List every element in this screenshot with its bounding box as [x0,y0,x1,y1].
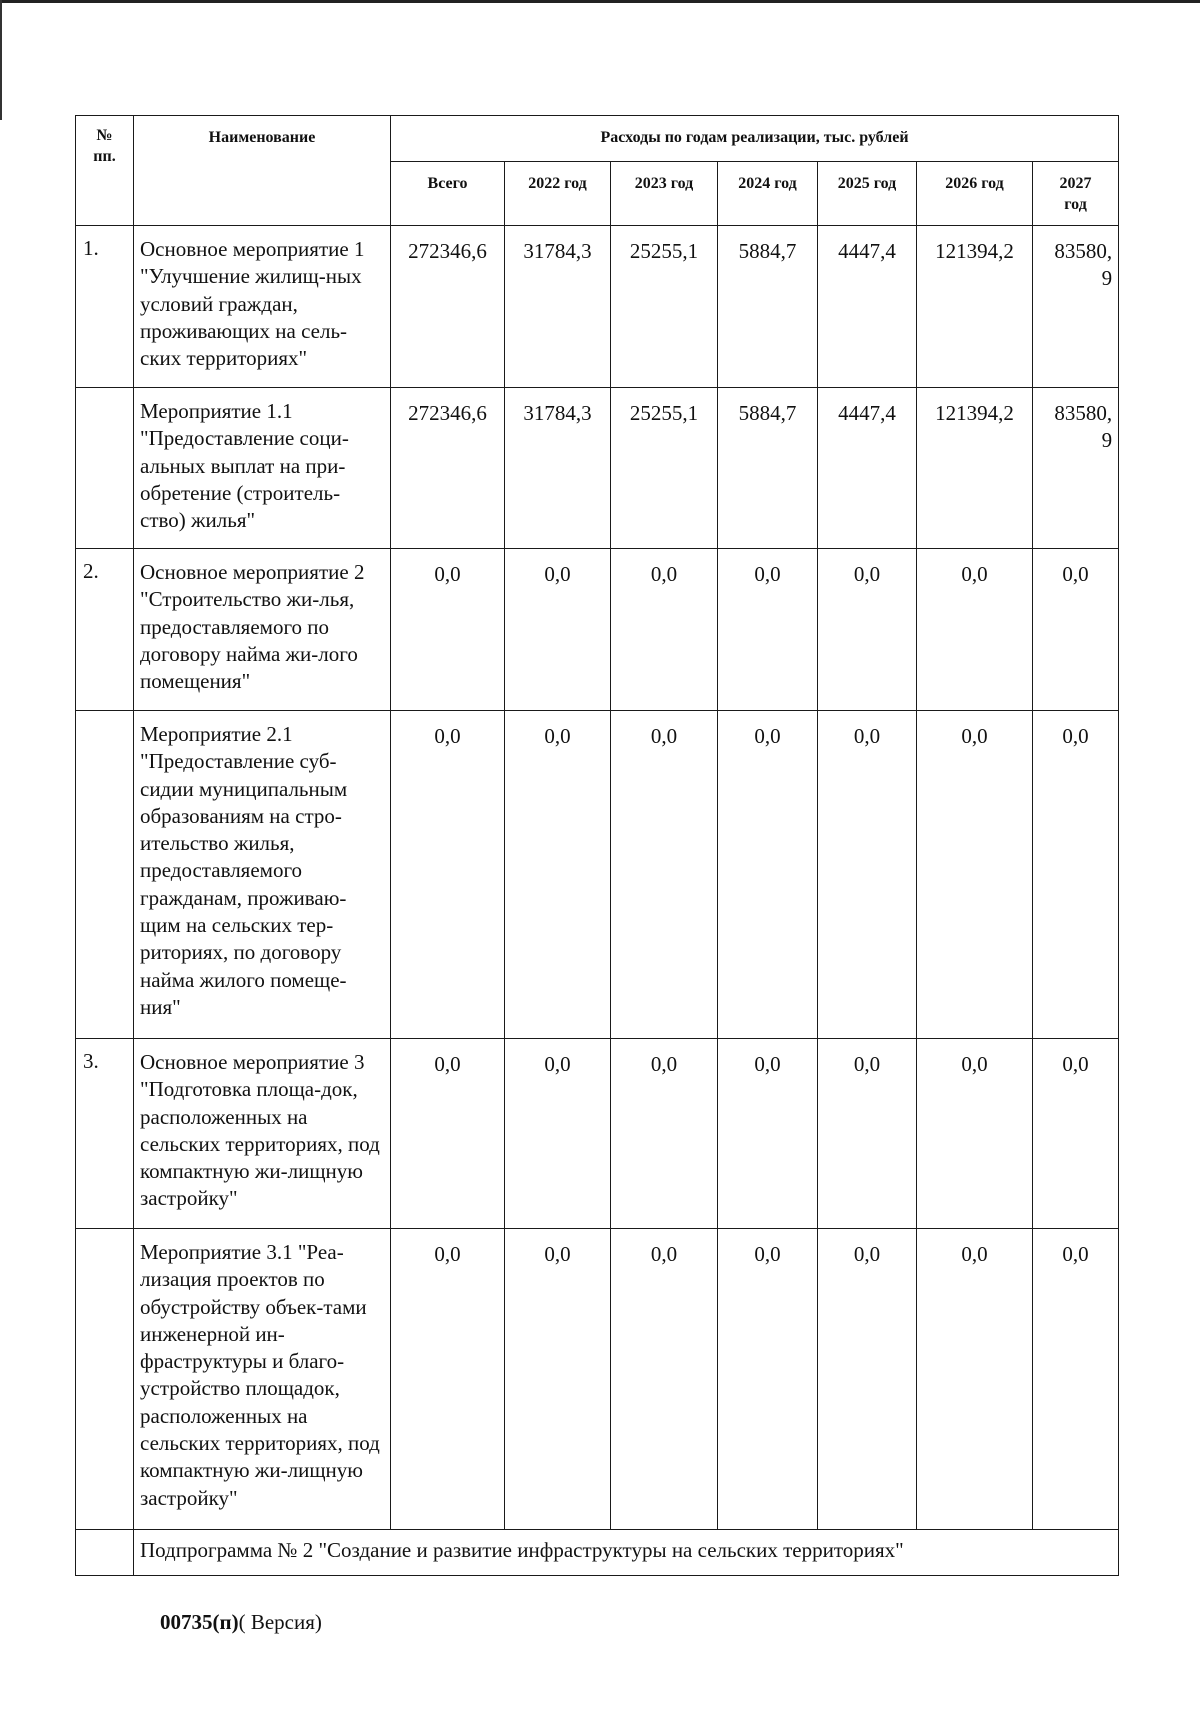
header-expenses-group [391,116,1119,162]
row-number: 3. [76,1039,134,1229]
document-footer [160,1610,322,1635]
value-2023: 0,0 [611,1229,718,1530]
header-name-label: Наименование [208,129,316,146]
table-row [76,1039,1119,1229]
value-total: 272346,6 [391,388,505,549]
document-version: ( Версия) [238,1610,322,1634]
scan-border-left [0,0,2,120]
table-row [76,388,1119,549]
value-2023: 0,0 [611,711,718,1039]
value-total: 0,0 [391,711,505,1039]
header-num [76,116,134,226]
budget-table [75,115,1119,1576]
table-row [76,711,1119,1039]
row-name: Основное мероприятие 3 "Подготовка площа-док, расположенных на сельских территориях, под компактную жи-лищную застройку" [134,1039,391,1229]
row-number: 1. [76,226,134,388]
row-number [76,388,134,549]
value-2026: 0,0 [917,711,1033,1039]
value-2024: 0,0 [718,1039,818,1229]
value-2026: 121394,2 [917,388,1033,549]
subprogram-number [76,1530,134,1576]
value-2025: 0,0 [818,549,917,711]
value-2026: 0,0 [917,1039,1033,1229]
value-2023: 25255,1 [611,226,718,388]
value-2023: 0,0 [611,1039,718,1229]
header-col-2023: 2023 год [611,162,718,226]
header-expenses-label: Расходы по годам реализации, тыс. рублей [600,129,909,146]
value-2024: 0,0 [718,1229,818,1530]
row-number [76,711,134,1039]
value-2023: 25255,1 [611,388,718,549]
value-2026: 0,0 [917,549,1033,711]
header-col-2022: 2022 год [505,162,611,226]
value-2022: 0,0 [505,1039,611,1229]
table-row [76,1229,1119,1530]
value-total: 0,0 [391,549,505,711]
value-2022: 31784,3 [505,388,611,549]
value-2022: 0,0 [505,1229,611,1530]
row-name: Мероприятие 3.1 "Реа-лизация проектов по обустройству объек-тами инженерной ин-фраструктуры и благо-устройство площадок, расположенных на сельских территориях, под компактную жи-лищную застройку" [134,1229,391,1530]
value-total: 272346,6 [391,226,505,388]
subprogram-title: Подпрограмма № 2 "Создание и развитие инфраструктуры на сельских территориях" [134,1530,1119,1576]
value-2025: 0,0 [818,711,917,1039]
value-2024: 0,0 [718,711,818,1039]
header-col-2025: 2025 год [818,162,917,226]
value-2022: 31784,3 [505,226,611,388]
table-row [76,549,1119,711]
value-total: 0,0 [391,1229,505,1530]
value-2025: 4447,4 [818,388,917,549]
scan-border-top [0,0,1200,3]
value-total: 0,0 [391,1039,505,1229]
value-2027: 83580, 9 [1033,388,1119,549]
value-2022: 0,0 [505,711,611,1039]
header-col-2027: 2027 год [1033,162,1119,226]
value-2026: 121394,2 [917,226,1033,388]
value-2024: 0,0 [718,549,818,711]
value-2027: 0,0 [1033,1039,1119,1229]
row-name: Мероприятие 1.1 "Предоставление соци-альных выплат на при-обретение (строитель-ство) жилья" [134,388,391,549]
row-number: 2. [76,549,134,711]
header-col-2024: 2024 год [718,162,818,226]
value-2027: 0,0 [1033,549,1119,711]
value-2025: 0,0 [818,1229,917,1530]
value-2024: 5884,7 [718,226,818,388]
row-number [76,1229,134,1530]
value-2027: 83580, 9 [1033,226,1119,388]
document-code: 00735(п) [160,1610,239,1634]
value-2027: 0,0 [1033,1229,1119,1530]
header-col-total: Всего [391,162,505,226]
header-col-2026: 2026 год [917,162,1033,226]
value-2026: 0,0 [917,1229,1033,1530]
value-2024: 5884,7 [718,388,818,549]
header-name [134,116,391,226]
table-row [76,226,1119,388]
subprogram-row [76,1530,1119,1576]
value-2027: 0,0 [1033,711,1119,1039]
value-2022: 0,0 [505,549,611,711]
header-num-label: № пп. [93,127,116,165]
row-name: Мероприятие 2.1 "Предоставление суб-сидии муниципальным образованиям на стро-ительство жилья, предоставляемого гражданам, проживаю-щим на сельских тер-риториях, по договору найма жилого помеще-ния" [134,711,391,1039]
value-2025: 4447,4 [818,226,917,388]
row-name: Основное мероприятие 2 "Строительство жи-лья, предоставляемого по договору найма жи-лого помещения" [134,549,391,711]
value-2023: 0,0 [611,549,718,711]
value-2025: 0,0 [818,1039,917,1229]
row-name: Основное мероприятие 1 "Улучшение жилищ-ных условий граждан, проживающих на сель-ских территориях" [134,226,391,388]
